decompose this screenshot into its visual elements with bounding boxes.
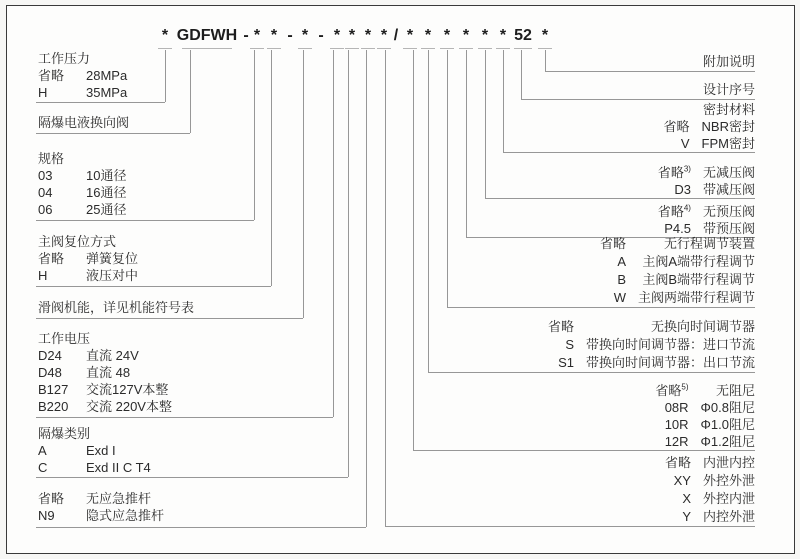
option-desc: 带换向时间调节器：出口节流 bbox=[585, 355, 755, 370]
connector-line bbox=[413, 50, 414, 450]
code-token: * bbox=[253, 27, 261, 44]
code-token: * bbox=[424, 27, 432, 44]
option-code-text: 省略 bbox=[655, 383, 682, 398]
option-code: B127 bbox=[38, 382, 69, 397]
section-title: 工作电压 bbox=[38, 331, 91, 346]
option-code: 省略 bbox=[38, 68, 65, 83]
code-token-series: GDFWH bbox=[176, 27, 238, 44]
code-token: * bbox=[270, 27, 278, 44]
code-token: * bbox=[301, 27, 309, 44]
option-row bbox=[38, 507, 164, 524]
connector-line bbox=[254, 50, 255, 220]
option-desc: 交流127V本整 bbox=[86, 382, 169, 397]
option-row bbox=[664, 135, 755, 152]
option-code: 03 bbox=[38, 168, 53, 183]
tick-line bbox=[538, 48, 552, 49]
footnote-marker: 3) bbox=[683, 164, 691, 174]
code-token: * bbox=[364, 27, 372, 44]
option-code: W bbox=[613, 290, 626, 305]
option-code: D24 bbox=[38, 348, 62, 363]
option-code-text: 省略 bbox=[657, 204, 684, 219]
option-code: 04 bbox=[38, 185, 53, 200]
option-row bbox=[548, 354, 755, 372]
option-code bbox=[658, 203, 703, 220]
section-additional-note bbox=[703, 53, 755, 70]
option-desc: 无行程调节装置 bbox=[663, 236, 755, 251]
option-row bbox=[665, 454, 755, 472]
tick-line bbox=[361, 48, 375, 49]
connector-line bbox=[447, 50, 448, 307]
section-time-adjuster bbox=[548, 318, 755, 372]
option-code: H bbox=[38, 85, 48, 100]
footnote-marker: 5) bbox=[681, 382, 689, 392]
option-desc: 带减压阀 bbox=[702, 182, 755, 197]
connector-line bbox=[36, 102, 165, 103]
option-row bbox=[38, 459, 151, 476]
connector-line bbox=[366, 50, 367, 527]
tick-line bbox=[421, 48, 435, 49]
option-desc: Exd I bbox=[86, 443, 116, 458]
section-stroke-adjuster bbox=[600, 235, 755, 307]
option-row bbox=[38, 347, 172, 364]
connector-line bbox=[190, 50, 191, 133]
option-desc: 外控外泄 bbox=[702, 473, 755, 488]
connector-line bbox=[36, 318, 303, 319]
connector-line bbox=[36, 220, 254, 221]
option-code: D48 bbox=[38, 365, 62, 380]
code-token-serial: 52 bbox=[514, 27, 532, 44]
code-token: * bbox=[333, 27, 341, 44]
code-token: * bbox=[541, 27, 549, 44]
connector-line bbox=[485, 50, 486, 198]
option-code: B220 bbox=[38, 399, 69, 414]
section-working-voltage bbox=[38, 330, 172, 415]
connector-line bbox=[36, 477, 348, 478]
tick-line bbox=[182, 48, 232, 49]
option-row bbox=[600, 235, 755, 253]
option-row bbox=[38, 250, 138, 267]
option-desc: 主阀两端带行程调节 bbox=[637, 290, 755, 305]
connector-line bbox=[303, 50, 304, 318]
option-desc: 无应急推杆 bbox=[86, 491, 152, 506]
model-code bbox=[0, 27, 800, 49]
code-token: * bbox=[348, 27, 356, 44]
code-token: * bbox=[443, 27, 451, 44]
section-title: 规格 bbox=[38, 151, 65, 166]
connector-line bbox=[413, 450, 755, 451]
option-row bbox=[38, 490, 164, 507]
connector-line bbox=[385, 50, 386, 526]
section-damping bbox=[655, 382, 755, 450]
connector-line bbox=[271, 50, 272, 286]
option-row bbox=[38, 167, 126, 184]
tick-line bbox=[440, 48, 454, 49]
option-code: 省略 bbox=[599, 236, 626, 251]
tick-line bbox=[478, 48, 492, 49]
option-row bbox=[655, 382, 755, 399]
section-title: 工作压力 bbox=[38, 51, 91, 66]
option-code: XY bbox=[673, 473, 691, 488]
option-desc: 无换向时间调节器 bbox=[650, 319, 755, 334]
option-row bbox=[38, 84, 127, 101]
option-code: 省略 bbox=[663, 119, 690, 134]
option-row bbox=[38, 201, 126, 218]
option-row bbox=[665, 508, 755, 526]
code-token: - bbox=[287, 27, 293, 44]
option-desc: 带换向时间调节器：进口节流 bbox=[585, 337, 755, 352]
code-token: * bbox=[380, 27, 388, 44]
connector-line bbox=[385, 526, 755, 527]
option-code: 省略 bbox=[38, 491, 65, 506]
connector-line bbox=[36, 527, 366, 528]
option-row bbox=[38, 364, 172, 381]
option-code: H bbox=[38, 268, 48, 283]
option-desc: Φ1.0阻尼 bbox=[700, 417, 755, 432]
connector-line bbox=[428, 372, 755, 373]
option-code: 省略 bbox=[547, 319, 574, 334]
option-row bbox=[38, 267, 138, 284]
option-row bbox=[655, 416, 755, 433]
option-row bbox=[38, 442, 151, 459]
section-title: 隔爆电液换向阀 bbox=[38, 115, 130, 130]
option-code: 10R bbox=[664, 417, 689, 432]
option-code-text: 省略 bbox=[657, 165, 684, 180]
option-desc: 直流 48 bbox=[86, 365, 131, 380]
code-token: * bbox=[161, 27, 169, 44]
option-code: 省略 bbox=[38, 251, 65, 266]
option-row bbox=[600, 271, 755, 289]
option-row bbox=[548, 336, 755, 354]
option-code: C bbox=[38, 460, 48, 475]
code-token: / bbox=[393, 27, 399, 44]
connector-line bbox=[36, 133, 190, 134]
code-token: * bbox=[481, 27, 489, 44]
option-row bbox=[665, 472, 755, 490]
section-working-pressure bbox=[38, 50, 127, 101]
option-desc: 主阀B端带行程调节 bbox=[642, 272, 755, 287]
option-row bbox=[38, 398, 172, 415]
section-preload-valve bbox=[658, 203, 755, 237]
tick-line bbox=[298, 48, 312, 49]
option-desc: 隐式应急推杆 bbox=[86, 508, 165, 523]
option-row bbox=[548, 318, 755, 336]
footnote-marker: 4) bbox=[683, 203, 691, 213]
section-drain-control bbox=[665, 454, 755, 526]
option-desc: 无减压阀 bbox=[702, 165, 755, 180]
option-code: A bbox=[617, 254, 626, 269]
section-title: 附加说明 bbox=[702, 54, 755, 69]
option-desc: Exd II C T4 bbox=[86, 460, 151, 475]
tick-line bbox=[514, 48, 532, 49]
option-row bbox=[658, 181, 755, 198]
connector-line bbox=[545, 50, 546, 71]
option-desc: 弹簧复位 bbox=[86, 251, 139, 266]
option-desc: 10通径 bbox=[86, 168, 127, 183]
tick-line bbox=[267, 48, 281, 49]
connector-line bbox=[165, 50, 166, 102]
tick-line bbox=[377, 48, 391, 49]
option-code: B bbox=[617, 272, 626, 287]
option-row bbox=[655, 399, 755, 416]
connector-line bbox=[485, 198, 755, 199]
option-desc: 直流 24V bbox=[86, 348, 139, 363]
option-code: X bbox=[682, 491, 691, 506]
option-desc: 液压对中 bbox=[86, 268, 139, 283]
option-code: D3 bbox=[674, 182, 691, 197]
section-design-serial bbox=[703, 81, 755, 98]
option-code bbox=[655, 382, 700, 399]
connector-line bbox=[545, 71, 755, 72]
option-code: 12R bbox=[664, 434, 689, 449]
connector-line bbox=[428, 50, 429, 372]
connector-line bbox=[348, 50, 349, 477]
connector-line bbox=[521, 50, 522, 99]
section-reset-mode bbox=[38, 233, 138, 284]
option-desc: FPM密封 bbox=[701, 136, 755, 151]
option-desc: Φ1.2阻尼 bbox=[700, 434, 755, 449]
section-title: 密封材料 bbox=[702, 102, 755, 117]
option-row bbox=[658, 203, 755, 220]
option-desc: 35MPa bbox=[86, 85, 128, 100]
option-desc: Φ0.8阻尼 bbox=[700, 400, 755, 415]
tick-line bbox=[496, 48, 510, 49]
tick-line bbox=[250, 48, 264, 49]
option-code: S1 bbox=[558, 355, 574, 370]
option-desc: 带预压阀 bbox=[702, 221, 755, 236]
option-row bbox=[655, 433, 755, 450]
section-explosion-class bbox=[38, 425, 151, 476]
code-token: - bbox=[243, 27, 249, 44]
option-desc: 主阀A端带行程调节 bbox=[642, 254, 755, 269]
section-title: 主阀复位方式 bbox=[38, 234, 117, 249]
tick-line bbox=[158, 48, 172, 49]
option-code: P4.5 bbox=[664, 221, 691, 236]
option-code: N9 bbox=[38, 508, 55, 523]
option-row bbox=[665, 490, 755, 508]
option-row bbox=[600, 289, 755, 307]
connector-line bbox=[36, 286, 271, 287]
section-title: 隔爆类别 bbox=[38, 426, 91, 441]
option-code: S bbox=[565, 337, 574, 352]
section-spool-function bbox=[38, 299, 194, 316]
code-token: * bbox=[406, 27, 414, 44]
option-desc: 外控内泄 bbox=[702, 491, 755, 506]
option-desc: NBR密封 bbox=[701, 119, 755, 134]
code-token: - bbox=[318, 27, 324, 44]
connector-line bbox=[503, 50, 504, 152]
option-desc: 无阻尼 bbox=[715, 383, 755, 398]
option-code: 06 bbox=[38, 202, 53, 217]
section-title: 设计序号 bbox=[702, 82, 755, 97]
option-code: 08R bbox=[664, 400, 689, 415]
option-desc: 内控外泄 bbox=[702, 509, 755, 524]
connector-line bbox=[521, 99, 755, 100]
option-desc: 28MPa bbox=[86, 68, 128, 83]
connector-line bbox=[466, 50, 467, 237]
option-desc: 16通径 bbox=[86, 185, 127, 200]
section-seal-material bbox=[664, 101, 755, 152]
section-valve-type bbox=[38, 114, 129, 131]
connector-line bbox=[36, 417, 333, 418]
option-code: V bbox=[680, 136, 690, 151]
section-size-spec bbox=[38, 150, 126, 218]
section-emergency-pin bbox=[38, 490, 164, 524]
option-desc: 25通径 bbox=[86, 202, 127, 217]
tick-line bbox=[330, 48, 344, 49]
connector-line bbox=[447, 307, 755, 308]
section-title: 滑阀机能，详见机能符号表 bbox=[38, 300, 195, 315]
section-reducing-valve bbox=[658, 164, 755, 198]
tick-line bbox=[459, 48, 473, 49]
option-row bbox=[664, 118, 755, 135]
option-row bbox=[38, 381, 172, 398]
connector-line bbox=[333, 50, 334, 417]
option-desc: 无预压阀 bbox=[702, 204, 755, 219]
option-code: Y bbox=[682, 509, 691, 524]
tick-line bbox=[403, 48, 417, 49]
connector-line bbox=[503, 152, 755, 153]
option-desc: 交流 220V本整 bbox=[86, 399, 172, 414]
option-code: A bbox=[38, 443, 47, 458]
option-row bbox=[38, 184, 126, 201]
code-token: * bbox=[499, 27, 507, 44]
option-row bbox=[38, 67, 127, 84]
option-desc: 内泄内控 bbox=[702, 455, 755, 470]
option-code: 省略 bbox=[664, 455, 691, 470]
option-row bbox=[600, 253, 755, 271]
option-row bbox=[658, 164, 755, 181]
tick-line bbox=[345, 48, 359, 49]
option-code bbox=[658, 164, 703, 181]
code-token: * bbox=[462, 27, 470, 44]
